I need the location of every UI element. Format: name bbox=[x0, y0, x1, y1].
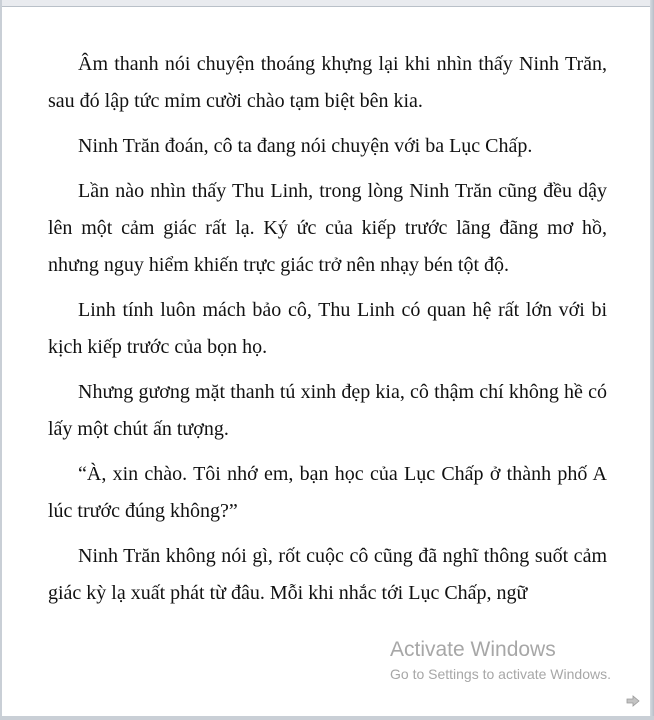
paragraph: Lần nào nhìn thấy Thu Linh, trong lòng Ninh Trăn cũng đều dậy lên một cảm giác rất lạ. Ký ức của kiếp trước lãng đãng mơ hồ, nhưng nguy hiểm khiến trực giác trở nên nhạy bén tột độ. bbox=[48, 180, 607, 276]
window-right-border bbox=[650, 0, 654, 720]
activate-windows-watermark bbox=[390, 637, 611, 685]
paragraph: Linh tính luôn mách bảo cô, Thu Linh có quan hệ rất lớn với bi kịch kiếp trước của bọn họ. bbox=[48, 299, 607, 358]
paragraph: Ninh Trăn đoán, cô ta đang nói chuyện với ba Lục Chấp. bbox=[78, 135, 533, 157]
paragraph: Nhưng gương mặt thanh tú xinh đẹp kia, cô thậm chí không hề có lấy một chút ấn tượng. bbox=[48, 381, 607, 440]
document-page bbox=[48, 46, 607, 620]
resize-arrow-icon[interactable] bbox=[626, 694, 640, 706]
paragraph: Âm thanh nói chuyện thoáng khựng lại khi nhìn thấy Ninh Trăn, sau đó lập tức mỉm cười chào tạm biệt bên kia. bbox=[48, 53, 607, 112]
window-bottom-border bbox=[0, 716, 654, 720]
window-left-border bbox=[0, 0, 2, 720]
window-top-border bbox=[0, 0, 654, 7]
paragraph: “À, xin chào. Tôi nhớ em, bạn học của Lục Chấp ở thành phố A lúc trước đúng không?” bbox=[48, 463, 607, 522]
paragraph: Ninh Trăn không nói gì, rốt cuộc cô cũng đã nghĩ thông suốt cảm giác kỳ lạ xuất phát từ đâu. Mỗi khi nhắc tới Lục Chấp, ngữ bbox=[48, 545, 607, 604]
activate-windows-subtitle: Go to Settings to activate Windows. bbox=[390, 666, 611, 682]
activate-windows-title: Activate Windows bbox=[390, 638, 556, 661]
